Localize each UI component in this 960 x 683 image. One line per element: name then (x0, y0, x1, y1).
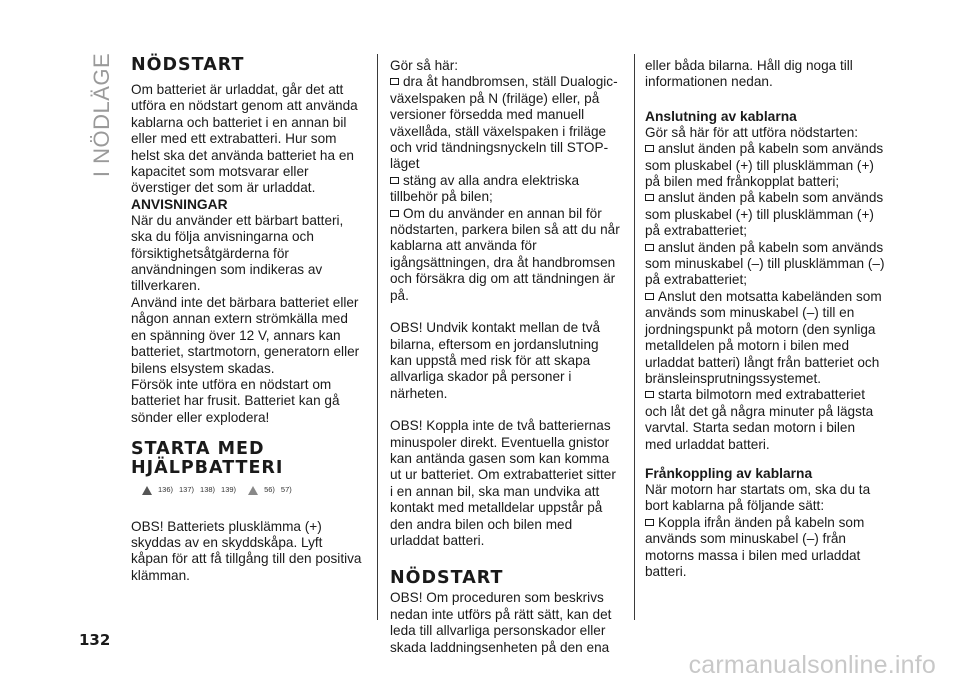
paragraph: När motorn har startats om, ska du ta bort kablarna på följande sätt: (645, 481, 871, 514)
paragraph: Använd inte det bärbara batteriet eller någon annan extern strömkälla med en spänning över 12 V, annars kan batteriet, startmotorn, generatorn eller bilens elsystem skadas. (131, 294, 360, 376)
square-bullet-icon (645, 194, 654, 201)
column-3 (645, 58, 885, 580)
bullet-item (645, 289, 885, 387)
bullet-text: anslut änden på kabeln som används som pluskabel (+) till plusklämman (+) på bilen med frånkopplat batteri; (645, 141, 884, 190)
paragraph: Gör så här: (390, 58, 458, 73)
bullet-item (645, 240, 885, 289)
bullet-item (390, 206, 620, 304)
title-line-1: STARTA MED (131, 439, 265, 460)
square-bullet-icon (645, 145, 654, 152)
subheading-anvisningar: ANVISNINGAR (131, 196, 228, 212)
section-title-nodstart-2: NÖDSTART (390, 568, 504, 589)
square-bullet-icon (390, 210, 399, 217)
warning-references (142, 482, 363, 498)
ref: 139) (221, 485, 237, 495)
bullet-item (390, 74, 620, 172)
warning-triangle-icon (142, 486, 152, 495)
square-bullet-icon (645, 391, 654, 398)
bullet-text: anslut änden på kabeln som används som pluskabel (+) till plusklämman (+) på extrabatteriet; (645, 190, 884, 239)
bullet-text: starta bilmotorn med extrabatteriet och låt det gå några minuter på lägsta varvtal. Starta sedan motorn i bilen med urladdat batteri. (645, 387, 874, 452)
square-bullet-icon (390, 177, 399, 184)
bullet-item (645, 141, 885, 190)
bullet-text: Koppla ifrån änden på kabeln som används som minuskabel (–) från motorns massa i bilen med urladdat batteri. (645, 514, 865, 579)
column-divider-1 (377, 54, 378, 620)
bullet-item (390, 173, 620, 206)
paragraph: Gör så här för att utföra nödstarten: (645, 124, 859, 140)
section-title-starta-med (131, 440, 363, 478)
title-line-2: HJÄLPBATTERI (131, 458, 284, 479)
paragraph: Om batteriet är urladdat, går det att utföra en nödstart genom att använda kablarna och batteriet i en annan bil eller med ett extrabatteri. Hur som helst ska det använda batteriet ha en kapacitet som motsvarar eller överstiger det som är urladdat. (131, 82, 358, 196)
bullet-text: stäng av alla andra elektriska tillbehör på bilen; (390, 172, 580, 205)
subheading-frankoppling: Frånkoppling av kablarna (645, 465, 813, 481)
paragraph: OBS! Undvik kontakt mellan de två bilarna, eftersom en jordanslutning kan uppstå med risk för att skapa allvarliga skador på personer i närheten. (390, 320, 601, 401)
ref: 57) (280, 485, 292, 495)
ref: 136) (158, 485, 174, 495)
square-bullet-icon (645, 519, 654, 526)
subheading-anslutning: Anslutning av kablarna (645, 108, 797, 124)
square-bullet-icon (645, 244, 654, 251)
caution-triangle-icon (248, 486, 258, 495)
chapter-tab-label: I NÖDLÄGE (89, 52, 114, 178)
bullet-text: anslut änden på kabeln som används som minuskabel (–) till plusklämman (–) på extrabatteriet; (645, 239, 885, 288)
ref: 138) (200, 485, 216, 495)
bullet-item (645, 190, 885, 239)
column-2 (390, 58, 620, 656)
section-title-nodstart: NÖDSTART (131, 55, 245, 75)
ref: 56) (264, 485, 275, 495)
page-number: 132 (79, 631, 111, 649)
watermark: carmanualsonline.info (688, 651, 936, 679)
bullet-item (645, 515, 885, 581)
square-bullet-icon (645, 293, 654, 300)
bullet-text: dra åt handbromsen, ställ Dualogic-växelspaken på N (friläge) eller, på versioner försedda med manuell växellåda, ställ växelspaken i friläge och vrid tändningsnyckeln till STOP-läget (390, 74, 618, 172)
paragraph: När du använder ett bärbart batteri, ska du följa anvisningarna och försiktighetsåtgärderna för användningen som indikeras av tillverkaren. (131, 212, 344, 294)
square-bullet-icon (390, 78, 399, 85)
bullet-item (645, 387, 885, 453)
paragraph: eller båda bilarna. Håll dig noga till informationen nedan. (645, 58, 853, 90)
column-1 (131, 56, 363, 584)
paragraph: Försök inte utföra en nödstart om batteriet har frusit. Batteriet kan gå sönder eller explodera! (131, 376, 340, 425)
paragraph: OBS! Koppla inte de två batteriernas minuspoler direkt. Eventuella gnistor kan antända gasen som kan komma ut ur batteriet. Om extrabatteriet sitter i en annan bil, ska man undvika att kontakt med metalldelar uppstår på den andra bilen och bilen med urladdat batteri. (390, 418, 616, 548)
bullet-text: Om du använder en annan bil för nödstarten, parkera bilen så att du når kablarna att använda för igångsättningen, dra åt handbromsen och försäkra dig om att tändningen är på. (390, 205, 620, 303)
chapter-tab (82, 40, 122, 190)
bullet-text: Anslut den motsatta kabeländen som används som minuskabel (–) till en jordningspunkt på motorn (den synliga metalldelen på motorn i bilen med urladdat batteri) långt från batteriet och bränsleinsprutningssystemet. (645, 288, 882, 386)
ref: 137) (179, 485, 195, 495)
column-divider-2 (634, 54, 635, 620)
paragraph: OBS! Batteriets plusklämma (+) skyddas av en skyddskåpa. Lyft kåpan för att få tillgång till den positiva klämman. (131, 518, 362, 583)
paragraph: OBS! Om proceduren som beskrivs nedan inte utförs på rätt sätt, kan det leda till allvarliga personskador eller skada laddningsenheten på den ena (390, 590, 612, 655)
